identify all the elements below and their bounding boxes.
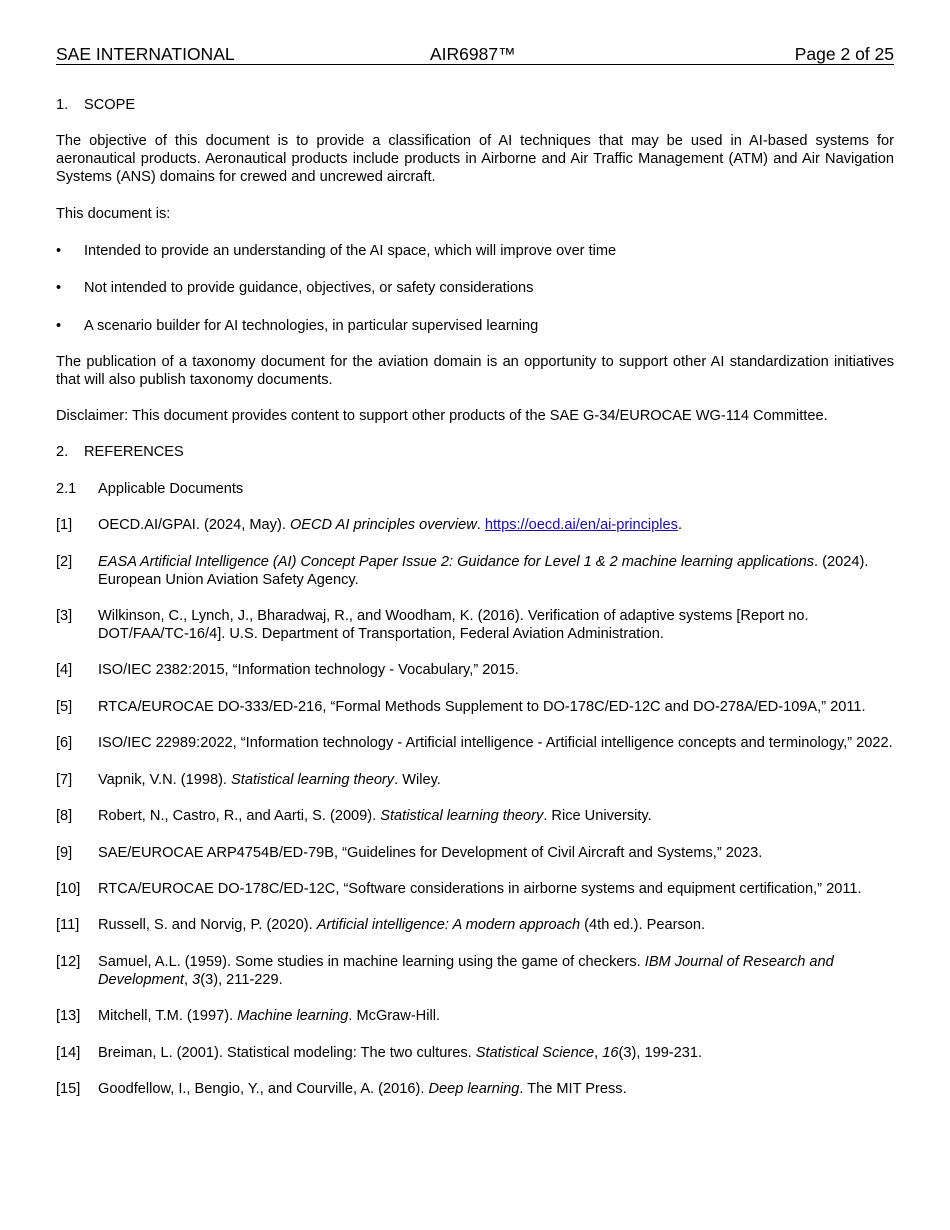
- scope-paragraph: The objective of this document is to provide a classification of AI techniques that may be used in AI-based systems for aeronautical products. Aeronautical products include products in Airborne and Air Traffic Management (ATM) and Air Navigation Systems (ANS) domains for crewed and uncrewed aircraft.: [56, 133, 894, 185]
- reference-item: [56, 953, 894, 989]
- reference-number: [12]: [56, 954, 81, 970]
- ref-title-italic: Statistical learning theory: [231, 772, 395, 788]
- reference-number: [15]: [56, 1081, 81, 1097]
- header-doc-id: AIR6987™: [430, 44, 516, 64]
- reference-text: [98, 771, 894, 789]
- section-title: REFERENCES: [84, 444, 184, 460]
- reference-text: [98, 807, 894, 825]
- section-title: SCOPE: [84, 97, 136, 113]
- ref-text-part: ,: [184, 972, 193, 988]
- ref-title-italic: EASA Artificial Intelligence (AI) Concept Paper Issue 2: Guidance for Level 1 & 2 machine learning applications: [98, 554, 815, 570]
- disclaimer-paragraph: Disclaimer: This document provides content to support other products of the SAE G-34/EUROCAE WG-114 Committee.: [56, 408, 828, 424]
- ref-text-part: . (2024). European Union Aviation Safety Agency.: [98, 554, 869, 588]
- bullet-text: Not intended to provide guidance, objectives, or safety considerations: [84, 280, 534, 296]
- header-org: SAE INTERNATIONAL: [56, 44, 235, 64]
- reference-item: [56, 1080, 894, 1098]
- ref-text-part: OECD.AI/GPAI. (2024, May).: [98, 517, 290, 533]
- bullet-text: A scenario builder for AI technologies, in particular supervised learning: [84, 318, 539, 334]
- ref-volume-italic: 3: [192, 972, 201, 988]
- ref-text-part: Vapnik, V.N. (1998).: [98, 772, 232, 788]
- bullet-item: [56, 279, 894, 297]
- reference-text: [98, 516, 894, 534]
- reference-text: ISO/IEC 22989:2022, “Information technology - Artificial intelligence - Artificial intelligence concepts and terminology,” 2022.: [98, 735, 893, 751]
- ref-text-part: Samuel, A.L. (1959). Some studies in machine learning using the game of checkers.: [98, 954, 645, 970]
- section-number: 2.: [56, 444, 69, 460]
- ref-volume-italic: 16: [602, 1045, 619, 1061]
- reference-number: [2]: [56, 554, 73, 570]
- page-content: [56, 96, 894, 1098]
- reference-number: [3]: [56, 608, 73, 624]
- bullet-text: Intended to provide an understanding of the AI space, which will improve over time: [84, 243, 617, 259]
- ref-text-part: . The MIT Press.: [519, 1081, 627, 1097]
- subsection-heading-applicable-documents: [56, 480, 894, 498]
- reference-item: [56, 916, 894, 934]
- reference-number: [11]: [56, 917, 80, 933]
- reference-text: RTCA/EUROCAE DO-333/ED-216, “Formal Methods Supplement to DO-178C/ED-12C and DO-278A/ED-109A,” 2011.: [98, 699, 866, 715]
- reference-number: [4]: [56, 662, 73, 678]
- ref-text-part: Breiman, L. (2001). Statistical modeling: The two cultures.: [98, 1045, 476, 1061]
- ref-text-part: ,: [594, 1045, 603, 1061]
- reference-text: SAE/EUROCAE ARP4754B/ED-79B, “Guidelines for Development of Civil Aircraft and Systems,” 2023.: [98, 845, 763, 861]
- reference-text: [98, 1007, 894, 1025]
- taxonomy-paragraph: The publication of a taxonomy document for the aviation domain is an opportunity to support other AI standardization initiatives that will also publish taxonomy documents.: [56, 354, 894, 388]
- reference-item: [56, 844, 894, 862]
- ref-text-part: . Rice University.: [543, 808, 652, 824]
- reference-number: [13]: [56, 1008, 81, 1024]
- bullet-glyph: •: [56, 318, 62, 334]
- ref-title-italic: IBM Journal of Research and Development: [98, 954, 834, 988]
- bullet-item: [56, 317, 894, 335]
- section-heading-references: [56, 443, 894, 461]
- ref-text-part: .: [476, 517, 485, 533]
- bullet-glyph: •: [56, 280, 62, 296]
- oecd-link[interactable]: https://oecd.ai/en/ai-principles: [484, 517, 678, 533]
- ref-title-italic: Deep learning: [428, 1081, 520, 1097]
- reference-number: [7]: [56, 772, 73, 788]
- header-page-number: Page 2 of 25: [794, 44, 894, 64]
- ref-text-part: .: [677, 517, 682, 533]
- reference-text: [98, 1044, 894, 1062]
- reference-text: RTCA/EUROCAE DO-178C/ED-12C, “Software considerations in airborne systems and equipment certification,” 2011.: [98, 881, 862, 897]
- ref-title-italic: Machine learning: [237, 1008, 349, 1024]
- reference-item: [56, 516, 894, 534]
- reference-text: ISO/IEC 2382:2015, “Information technology - Vocabulary,” 2015.: [98, 662, 519, 678]
- reference-text: [98, 916, 894, 934]
- ref-text-part: (3), 199-231.: [618, 1045, 703, 1061]
- reference-number: [9]: [56, 845, 73, 861]
- bullet-item: [56, 242, 894, 260]
- reference-number: [8]: [56, 808, 73, 824]
- page-header: [56, 44, 894, 65]
- reference-text: [98, 1080, 894, 1098]
- reference-number: [10]: [56, 881, 81, 897]
- section-heading-scope: [56, 96, 894, 114]
- reference-number: [14]: [56, 1045, 81, 1061]
- ref-text-part: Russell, S. and Norvig, P. (2020).: [98, 917, 317, 933]
- reference-number: [5]: [56, 699, 73, 715]
- reference-number: [6]: [56, 735, 73, 751]
- ref-text-part: (3), 211-229.: [200, 972, 283, 988]
- ref-title-italic: Statistical Science: [475, 1045, 595, 1061]
- reference-item: [56, 771, 894, 789]
- reference-item: [56, 698, 894, 716]
- ref-text-part: Goodfellow, I., Bengio, Y., and Courville, A. (2016).: [98, 1081, 429, 1097]
- reference-item: [56, 1044, 894, 1062]
- reference-item: [56, 734, 894, 752]
- reference-item: [56, 880, 894, 898]
- reference-number: [1]: [56, 517, 73, 533]
- ref-text-part: . Wiley.: [394, 772, 441, 788]
- reference-text: Wilkinson, C., Lynch, J., Bharadwaj, R., and Woodham, K. (2016). Verification of adaptive systems [Report no. DOT/FAA/TC-16/4]. U.S. Department of Transportation, Federal Aviation Administration.: [98, 608, 809, 642]
- ref-text-part: . McGraw-Hill.: [348, 1008, 441, 1024]
- reference-item: [56, 807, 894, 825]
- reference-item: [56, 553, 894, 589]
- reference-item: [56, 1007, 894, 1025]
- reference-item: [56, 661, 894, 679]
- ref-text-part: Mitchell, T.M. (1997).: [98, 1008, 238, 1024]
- scope-intro: This document is:: [56, 206, 171, 222]
- reference-text: [98, 953, 894, 989]
- ref-text-part: (4th ed.). Pearson.: [580, 917, 706, 933]
- reference-item: [56, 607, 894, 643]
- ref-title-italic: OECD AI principles overview: [289, 517, 477, 533]
- reference-text: [98, 553, 894, 589]
- section-number: 1.: [56, 97, 69, 113]
- ref-text-part: Robert, N., Castro, R., and Aarti, S. (2009).: [98, 808, 381, 824]
- bullet-glyph: •: [56, 243, 62, 259]
- subsection-number: 2.1: [56, 481, 77, 497]
- ref-title-italic: Statistical learning theory: [380, 808, 544, 824]
- subsection-title: Applicable Documents: [98, 481, 244, 497]
- ref-title-italic: Artificial intelligence: A modern approach: [316, 917, 581, 933]
